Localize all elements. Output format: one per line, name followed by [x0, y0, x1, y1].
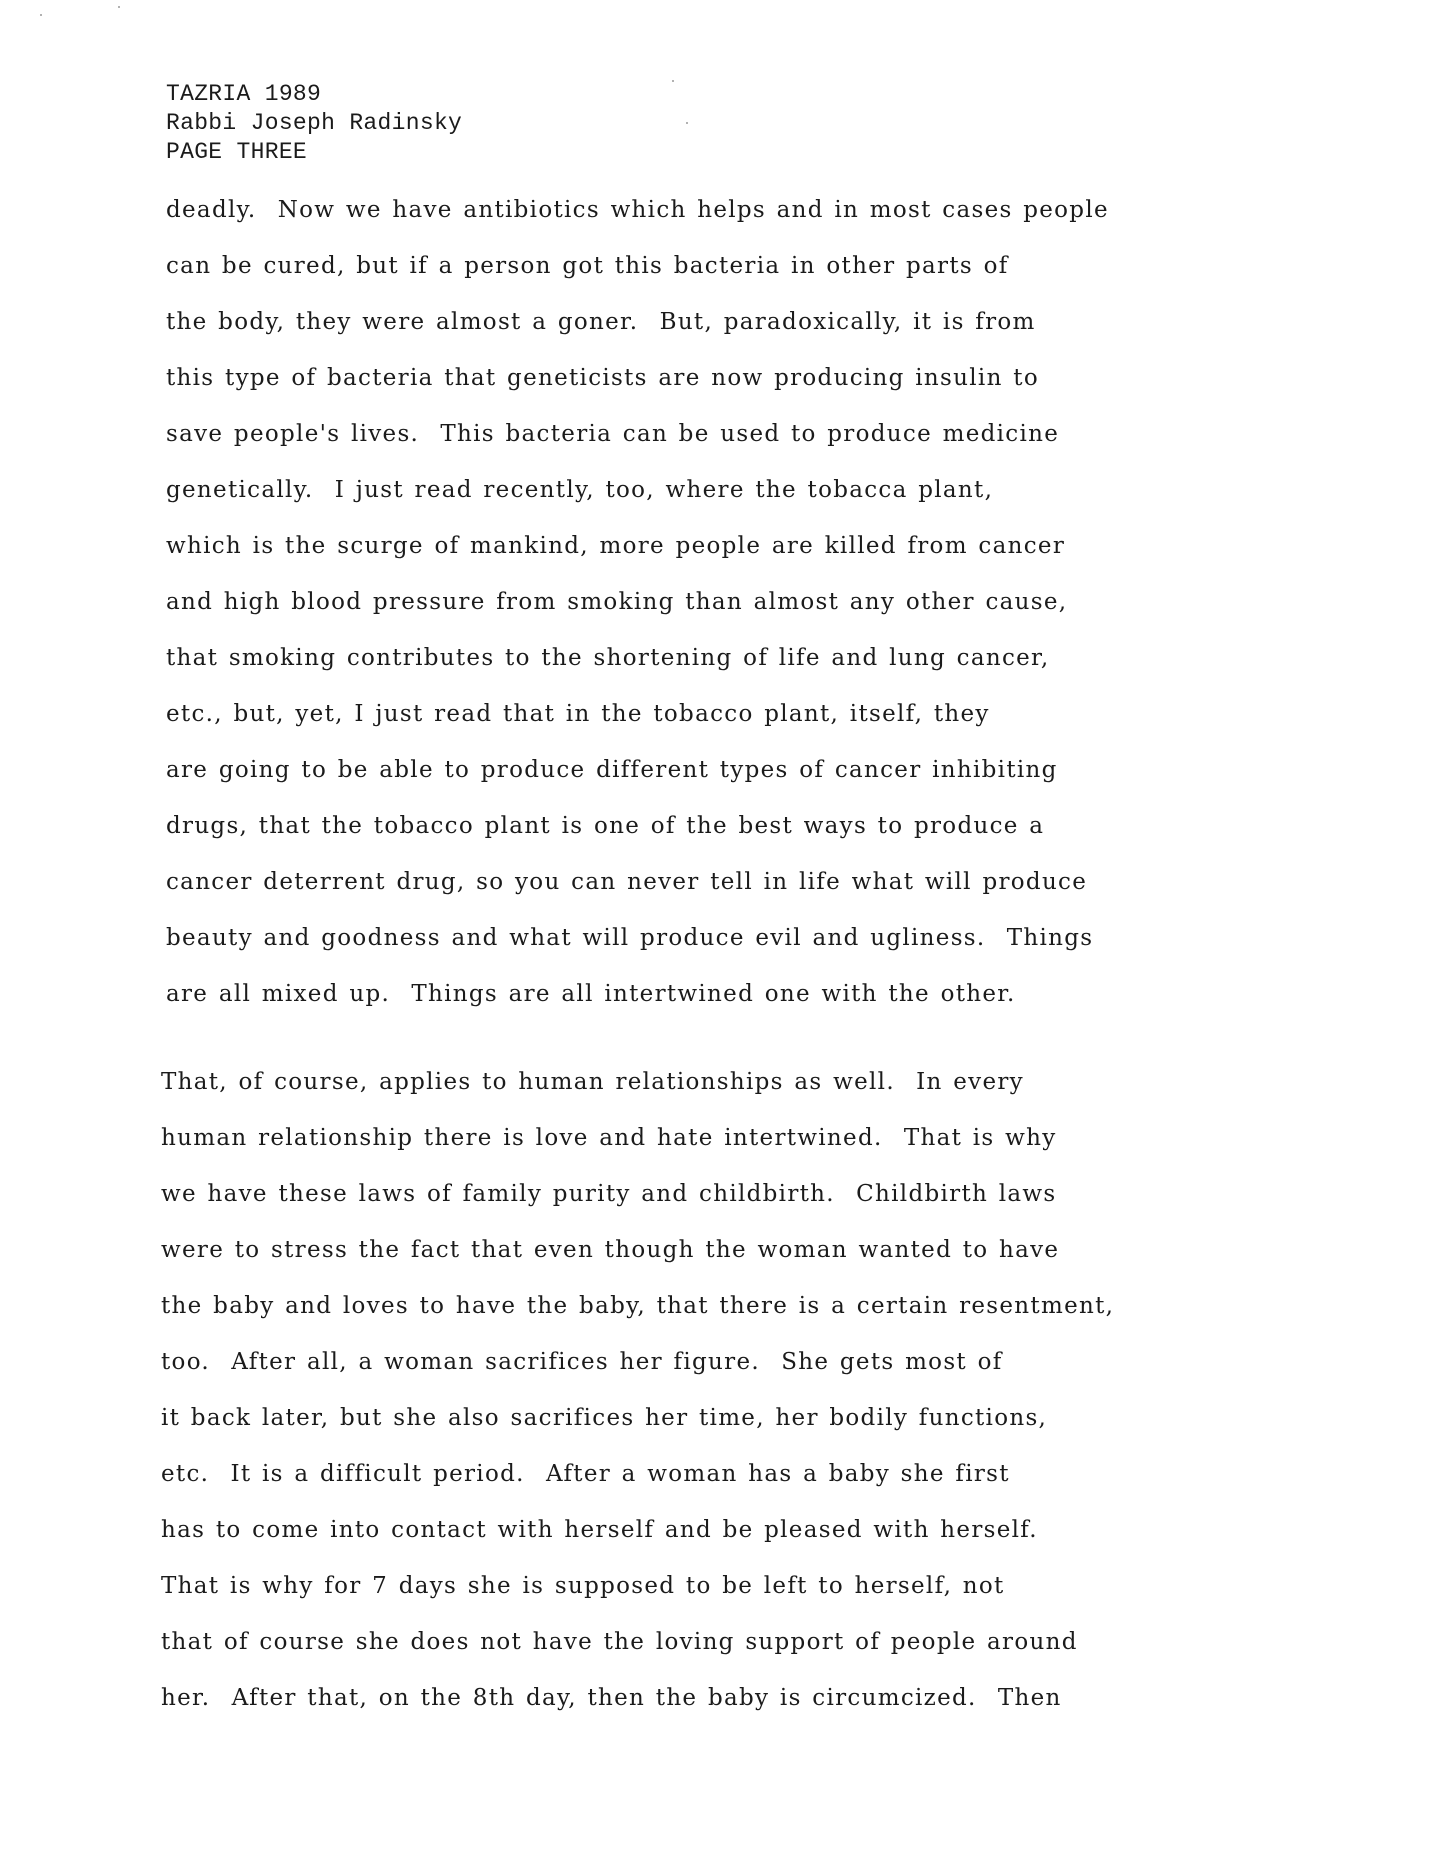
text-line: That, of course, applies to human relationships as well. In every — [161, 1069, 1024, 1095]
text-line: genetically. I just read recently, too, where the tobacca plant, — [166, 477, 994, 503]
scan-speck — [686, 122, 688, 124]
text-line: her. After that, on the 8th day, then the baby is circumcized. Then — [161, 1685, 1062, 1711]
scan-speck — [672, 80, 674, 82]
document-header — [166, 80, 462, 167]
text-line: too. After all, a woman sacrifices her figure. She gets most of — [161, 1349, 1003, 1375]
text-line: that of course she does not have the loving support of people around — [161, 1629, 1078, 1655]
text-line: That is why for 7 days she is supposed to be left to herself, not — [161, 1573, 1005, 1599]
text-line: etc., but, yet, I just read that in the tobacco plant, itself, they — [166, 701, 990, 727]
text-line: deadly. Now we have antibiotics which helps and in most cases people — [166, 197, 1109, 223]
paragraph — [161, 1054, 1114, 1726]
text-line: the baby and loves to have the baby, that there is a certain resentment, — [161, 1293, 1115, 1319]
text-line: human relationship there is love and hate intertwined. That is why — [161, 1125, 1057, 1151]
text-line: save people's lives. This bacteria can be used to produce medicine — [166, 421, 1060, 447]
text-line: etc. It is a difficult period. After a woman has a baby she first — [161, 1461, 1010, 1487]
text-line: are all mixed up. Things are all intertwined one with the other. — [166, 981, 1016, 1007]
text-line: drugs, that the tobacco plant is one of the best ways to produce a — [166, 813, 1045, 839]
paragraph — [166, 182, 1109, 1022]
text-line: we have these laws of family purity and childbirth. Childbirth laws — [161, 1181, 1057, 1207]
document-title: TAZRIA 1989 — [166, 81, 322, 107]
text-line: are going to be able to produce different types of cancer inhibiting — [166, 757, 1058, 783]
text-line: the body, they were almost a goner. But, paradoxically, it is from — [166, 309, 1036, 335]
text-line: has to come into contact with herself and be pleased with herself. — [161, 1517, 1038, 1543]
text-line: cancer deterrent drug, so you can never tell in life what will produce — [166, 869, 1088, 895]
text-line: it back later, but she also sacrifices her time, her bodily functions, — [161, 1405, 1048, 1431]
scan-speck — [40, 14, 42, 16]
document-author: Rabbi Joseph Radinsky — [166, 110, 463, 136]
text-line: that smoking contributes to the shortening of life and lung cancer, — [166, 645, 1050, 671]
text-line: and high blood pressure from smoking than almost any other cause, — [166, 589, 1068, 615]
scan-speck — [118, 6, 120, 8]
text-line: beauty and goodness and what will produce evil and ugliness. Things — [166, 925, 1094, 951]
page-label: PAGE THREE — [166, 139, 308, 165]
text-line: which is the scurge of mankind, more people are killed from cancer — [166, 533, 1066, 559]
text-line: this type of bacteria that geneticists are now producing insulin to — [166, 365, 1039, 391]
text-line: can be cured, but if a person got this bacteria in other parts of — [166, 253, 1009, 279]
text-line: were to stress the fact that even though the woman wanted to have — [161, 1237, 1060, 1263]
